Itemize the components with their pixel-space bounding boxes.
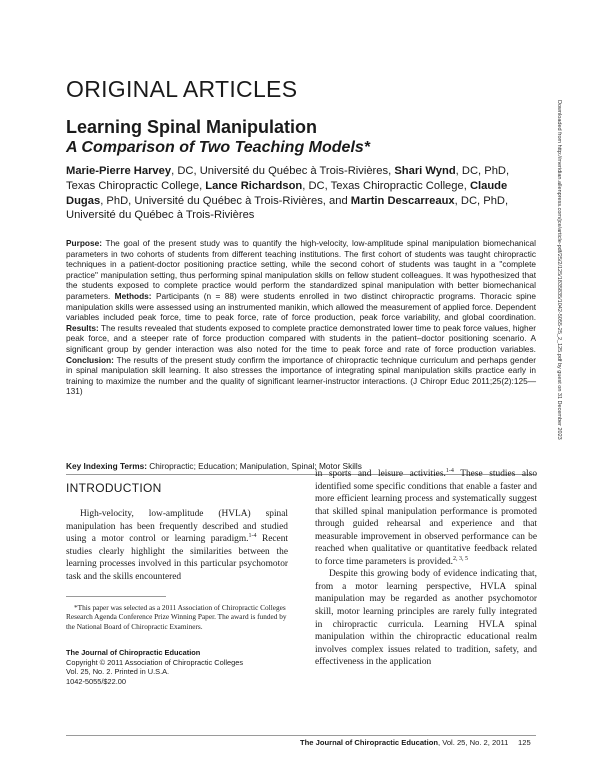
author-affiliation: , DC, Texas Chiropractic College, [302, 179, 470, 192]
paragraph [315, 468, 537, 568]
author-affiliation: , PhD, Université du Québec à Trois-Rivières, and [100, 194, 351, 207]
abstract-results-label: Results: [66, 322, 99, 333]
article-title: Learning Spinal Manipulation [66, 117, 318, 137]
intro-text: Recent studies clearly highlight the similarities between the learning processes involved in this particular psychomotor task and the skills encountered [66, 534, 288, 582]
article-subtitle: A Comparison of Two Teaching Models* [66, 139, 371, 156]
footnote-divider [66, 596, 166, 597]
author-name: Claude Dugas [66, 179, 508, 207]
journal-info [66, 648, 296, 686]
footer-journal: The Journal of Chiropractic Education [300, 738, 438, 747]
author-affiliation: , DC, PhD, Texas Chiropractic College, [66, 165, 510, 192]
journal-issn: 1042-5055/$22.00 [66, 676, 127, 686]
download-watermark: Downloaded from http://meridian.allenpress.com/jce/article-pdf/25/2/125/1835835/1042-5055-25_2_125.pdf by guest on 31 December 2023 [556, 100, 562, 440]
page-number: 125 [518, 738, 531, 747]
footer-issue: , Vol. 25, No. 2, 2011 [437, 738, 509, 747]
abstract-methods: Participants (n = 88) were students enrolled in two distinct chiropractic programs. Thoracic spine manipulation skills were assessed using an instrumented manikin, which allowed the measurement of applied force. Dependent variables included peak force, time to peak force, rate of force production, peak force variability, and global coordination. [66, 290, 536, 323]
keywords-terms: Chiropractic; Education; Manipulation, Spinal; Motor Skills [147, 461, 362, 471]
intro-text: These studies also identified some specific conditions that enable a faster and more efficient learning process and systematically suggest that skilled spinal manipulation performance is promoted through guided rehearsal and experience and that measurable improvement in observed performance can be reached when qualitative or quantitative feedback related to force time parameters is provided. [315, 469, 538, 567]
abstract-methods-label: Methods: [110, 290, 152, 301]
journal-volume: Vol. 25, No. 2. Printed in U.S.A. [66, 667, 170, 676]
author-name: Martin Descarreaux [350, 194, 455, 207]
intro-left-column [66, 508, 288, 583]
intro-text: in sports and leisure activities. [315, 469, 446, 479]
abstract-conclusion: The results of the present study confirm the importance of chiropractic technique curriculum and perhaps gender in spinal manipulation skill learning. It also stresses the importance of integrating spinal manipulation skills practice early in training to maximize the number and the quality of significant learner-instructor interactions. (J Chiropr Educ 2011;25(2):125—131) [66, 354, 536, 397]
abstract-results: The results revealed that students exposed to complete practice demonstrated lower time to peak force values, higher peak force, and a steeper rate of force production compared with students in the patient–doctor positioning scenario. A significant group by gender interaction was also noted for the time to peak force and rate of force production variables. [66, 322, 536, 354]
footnote: *This paper was selected as a 2011 Association of Chiropractic Colleges Research Agenda Conference Prize Winning Paper. The award is funded by the National Board of Chiropractic Examiners. [66, 603, 287, 631]
author-name: Shari Wynd [394, 165, 456, 177]
keywords-label: Key Indexing Terms: [66, 461, 147, 471]
citation: 1-4 [445, 467, 454, 474]
running-footer [300, 738, 508, 747]
introduction-heading: INTRODUCTION [66, 481, 162, 495]
journal-copyright: Copyright © 2011 Association of Chiropractic Colleges [66, 657, 244, 667]
journal-name: The Journal of Chiropractic Education [66, 648, 201, 657]
paragraph: Despite this growing body of evidence indicating that, from a motor learning perspective, HVLA spinal manipulation may be regarded as another psychomotor skill, motor learning principles are rarely fully integrated in chiropractic curricula. Learning HVLA spinal manipulation within the chiropractic educational realm involves complex issues related to tradition, safety, and effectiveness in the application [315, 569, 537, 668]
abstract [66, 238, 536, 397]
intro-text: High-velocity, low-amplitude (HVLA) spinal manipulation has been frequently described and studied using a motor control or learning paradigm. [66, 509, 288, 545]
section-label: ORIGINAL ARTICLES [66, 76, 298, 102]
author-affiliation: , DC, PhD, Université du Québec à Trois-Rivières [66, 194, 509, 222]
author-list [66, 164, 536, 223]
abstract-purpose: The goal of the present study was to quantify the high-velocity, low-amplitude spinal manipulation biomechanical parameters in two cohorts of students from different teaching institutions. The first cohort of students was taught chiropractic techniques in a patient-doctor positioning practice setting, while the second cohort of students was taught in a "complete practice" manipulation setting, thus performing spinal manipulation skills on fellow student colleagues. It was hypothesized that the students exposed to complete practice would perform the standardized spinal manipulation with better biomechanical parameters. [66, 238, 536, 301]
footer-divider [66, 735, 536, 736]
abstract-purpose-label: Purpose: [66, 238, 102, 248]
intro-right-column [315, 468, 537, 669]
citation: 1-4 [248, 532, 257, 539]
abstract-conclusion-label: Conclusion: [66, 354, 114, 365]
author-affiliation: , DC, Université du Québec à Trois-Rivières, [171, 165, 395, 177]
author-name: Marie-Pierre Harvey [66, 165, 172, 177]
citation: 2, 3, 5 [452, 555, 468, 562]
author-name: Lance Richardson [205, 179, 303, 192]
